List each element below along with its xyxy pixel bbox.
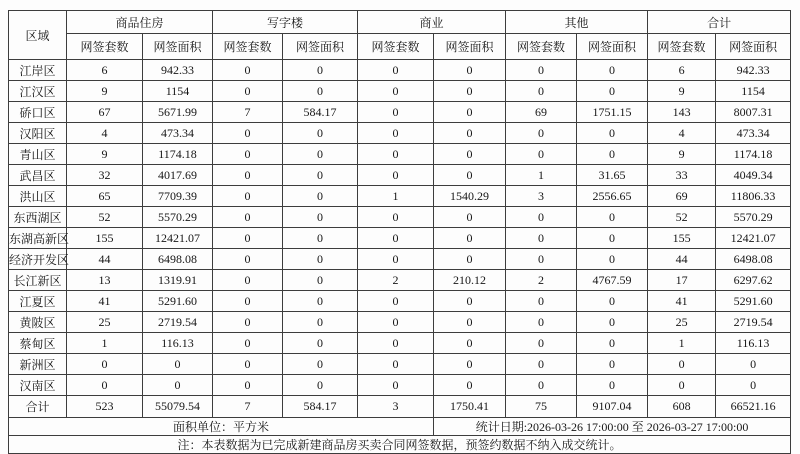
value-cell: 0 xyxy=(506,207,577,228)
value-cell: 9 xyxy=(648,144,716,165)
value-cell: 0 xyxy=(434,123,506,144)
note-row xyxy=(9,436,791,454)
value-cell: 1 xyxy=(358,186,434,207)
value-cell: 473.34 xyxy=(716,123,791,144)
value-cell: 44 xyxy=(67,249,143,270)
total-value-cell: 7 xyxy=(213,396,283,418)
value-cell: 5570.29 xyxy=(143,207,213,228)
region-name-cell: 江夏区 xyxy=(9,291,67,312)
district-row xyxy=(9,207,791,228)
value-cell: 0 xyxy=(434,228,506,249)
value-cell: 0 xyxy=(716,375,791,396)
value-cell: 942.33 xyxy=(143,60,213,81)
district-row xyxy=(9,249,791,270)
value-cell: 2719.54 xyxy=(716,312,791,333)
value-cell: 473.34 xyxy=(143,123,213,144)
stat-period-label: 统计日期:2026-03-26 17:00:00 至 2026-03-27 17:00:00 xyxy=(434,418,791,436)
value-cell: 0 xyxy=(143,375,213,396)
value-cell: 0 xyxy=(283,123,358,144)
region-name-cell: 江岸区 xyxy=(9,60,67,81)
value-cell: 2556.65 xyxy=(577,186,648,207)
value-cell: 0 xyxy=(577,354,648,375)
value-cell: 0 xyxy=(577,144,648,165)
value-cell: 0 xyxy=(358,333,434,354)
region-name-cell: 黄陂区 xyxy=(9,312,67,333)
value-cell: 31.65 xyxy=(577,165,648,186)
value-cell: 67 xyxy=(67,102,143,123)
table-foot xyxy=(9,396,791,454)
district-row xyxy=(9,270,791,291)
region-name-cell: 长江新区 xyxy=(9,270,67,291)
value-cell: 0 xyxy=(434,102,506,123)
district-row xyxy=(9,375,791,396)
value-cell: 0 xyxy=(283,207,358,228)
value-cell: 0 xyxy=(213,249,283,270)
sub-header-area: 网签面积 xyxy=(716,34,791,60)
district-row xyxy=(9,123,791,144)
value-cell: 0 xyxy=(577,123,648,144)
value-cell: 0 xyxy=(358,165,434,186)
value-cell: 12421.07 xyxy=(716,228,791,249)
value-cell: 41 xyxy=(67,291,143,312)
value-cell: 6 xyxy=(648,60,716,81)
value-cell: 0 xyxy=(213,375,283,396)
value-cell: 0 xyxy=(358,312,434,333)
value-cell: 1174.18 xyxy=(716,144,791,165)
value-cell: 0 xyxy=(358,249,434,270)
value-cell: 69 xyxy=(648,186,716,207)
district-row xyxy=(9,228,791,249)
value-cell: 13 xyxy=(67,270,143,291)
total-value-cell: 608 xyxy=(648,396,716,418)
value-cell: 1174.18 xyxy=(143,144,213,165)
value-cell: 0 xyxy=(358,60,434,81)
value-cell: 0 xyxy=(506,144,577,165)
value-cell: 0 xyxy=(434,333,506,354)
value-cell: 0 xyxy=(213,354,283,375)
value-cell: 0 xyxy=(358,375,434,396)
total-value-cell: 3 xyxy=(358,396,434,418)
value-cell: 0 xyxy=(434,60,506,81)
value-cell: 1154 xyxy=(716,81,791,102)
value-cell: 9 xyxy=(67,144,143,165)
district-row xyxy=(9,354,791,375)
table-body xyxy=(9,60,791,396)
sub-header-area: 网签面积 xyxy=(283,34,358,60)
value-cell: 1 xyxy=(648,333,716,354)
value-cell: 0 xyxy=(213,207,283,228)
value-cell: 0 xyxy=(716,354,791,375)
value-cell: 0 xyxy=(283,186,358,207)
value-cell: 11806.33 xyxy=(716,186,791,207)
value-cell: 0 xyxy=(283,270,358,291)
district-row xyxy=(9,102,791,123)
value-cell: 155 xyxy=(648,228,716,249)
region-name-cell: 蔡甸区 xyxy=(9,333,67,354)
value-cell: 0 xyxy=(358,102,434,123)
total-value-cell: 75 xyxy=(506,396,577,418)
value-cell: 0 xyxy=(648,354,716,375)
value-cell: 0 xyxy=(67,354,143,375)
value-cell: 0 xyxy=(283,60,358,81)
value-cell: 0 xyxy=(434,207,506,228)
sub-header-units: 网签套数 xyxy=(358,34,434,60)
value-cell: 4767.59 xyxy=(577,270,648,291)
group-header-row xyxy=(9,11,791,34)
value-cell: 3 xyxy=(506,186,577,207)
value-cell: 52 xyxy=(67,207,143,228)
group-header-office: 写字楼 xyxy=(213,11,358,34)
note-text: 注：本表数据为已完成新建商品房买卖合同网签数据，预签约数据不纳入成交统计。 xyxy=(9,436,791,454)
value-cell: 0 xyxy=(506,354,577,375)
value-cell: 0 xyxy=(577,312,648,333)
value-cell: 25 xyxy=(67,312,143,333)
value-cell: 0 xyxy=(213,60,283,81)
group-header-commodity-housing: 商品住房 xyxy=(67,11,213,34)
value-cell: 0 xyxy=(577,228,648,249)
value-cell: 0 xyxy=(213,228,283,249)
value-cell: 7 xyxy=(213,102,283,123)
total-value-cell: 55079.54 xyxy=(143,396,213,418)
value-cell: 2 xyxy=(358,270,434,291)
total-value-cell: 584.17 xyxy=(283,396,358,418)
value-cell: 0 xyxy=(506,60,577,81)
value-cell: 0 xyxy=(358,207,434,228)
value-cell: 155 xyxy=(67,228,143,249)
value-cell: 0 xyxy=(283,291,358,312)
value-cell: 0 xyxy=(283,228,358,249)
value-cell: 6297.62 xyxy=(716,270,791,291)
value-cell: 1751.15 xyxy=(577,102,648,123)
total-row xyxy=(9,396,791,418)
value-cell: 0 xyxy=(283,333,358,354)
value-cell: 0 xyxy=(506,291,577,312)
district-row xyxy=(9,81,791,102)
region-name-cell: 硚口区 xyxy=(9,102,67,123)
value-cell: 1 xyxy=(67,333,143,354)
value-cell: 17 xyxy=(648,270,716,291)
value-cell: 2719.54 xyxy=(143,312,213,333)
value-cell: 0 xyxy=(577,375,648,396)
sub-header-area: 网签面积 xyxy=(434,34,506,60)
region-column-header: 区域 xyxy=(9,11,67,60)
group-header-total: 合计 xyxy=(648,11,791,34)
value-cell: 942.33 xyxy=(716,60,791,81)
value-cell: 0 xyxy=(434,165,506,186)
district-row xyxy=(9,291,791,312)
value-cell: 0 xyxy=(434,375,506,396)
value-cell: 116.13 xyxy=(716,333,791,354)
value-cell: 0 xyxy=(358,81,434,102)
table-header xyxy=(9,11,791,60)
district-row xyxy=(9,165,791,186)
value-cell: 0 xyxy=(283,249,358,270)
value-cell: 0 xyxy=(213,333,283,354)
value-cell: 5671.99 xyxy=(143,102,213,123)
region-name-cell: 东湖高新区 xyxy=(9,228,67,249)
value-cell: 0 xyxy=(577,81,648,102)
region-name-cell: 汉阳区 xyxy=(9,123,67,144)
value-cell: 0 xyxy=(358,291,434,312)
value-cell: 0 xyxy=(506,81,577,102)
value-cell: 0 xyxy=(283,81,358,102)
value-cell: 0 xyxy=(213,270,283,291)
total-value-cell: 66521.16 xyxy=(716,396,791,418)
value-cell: 5291.60 xyxy=(143,291,213,312)
sub-header-units: 网签套数 xyxy=(67,34,143,60)
value-cell: 25 xyxy=(648,312,716,333)
value-cell: 0 xyxy=(213,123,283,144)
region-name-cell: 武昌区 xyxy=(9,165,67,186)
value-cell: 6 xyxy=(67,60,143,81)
district-row xyxy=(9,186,791,207)
value-cell: 0 xyxy=(506,333,577,354)
value-cell: 0 xyxy=(506,228,577,249)
value-cell: 0 xyxy=(213,144,283,165)
value-cell: 1540.29 xyxy=(434,186,506,207)
value-cell: 5291.60 xyxy=(716,291,791,312)
region-name-cell: 汉南区 xyxy=(9,375,67,396)
value-cell: 9 xyxy=(648,81,716,102)
value-cell: 0 xyxy=(434,354,506,375)
value-cell: 7709.39 xyxy=(143,186,213,207)
region-name-cell: 江汉区 xyxy=(9,81,67,102)
value-cell: 0 xyxy=(506,312,577,333)
value-cell: 1 xyxy=(506,165,577,186)
value-cell: 9 xyxy=(67,81,143,102)
value-cell: 0 xyxy=(434,144,506,165)
value-cell: 4 xyxy=(67,123,143,144)
group-header-other: 其他 xyxy=(506,11,648,34)
sub-header-units: 网签套数 xyxy=(213,34,283,60)
value-cell: 4017.69 xyxy=(143,165,213,186)
value-cell: 0 xyxy=(213,312,283,333)
value-cell: 0 xyxy=(67,375,143,396)
value-cell: 0 xyxy=(213,81,283,102)
total-value-cell: 1750.41 xyxy=(434,396,506,418)
region-name-cell: 经济开发区 xyxy=(9,249,67,270)
value-cell: 0 xyxy=(434,81,506,102)
sub-header-units: 网签套数 xyxy=(506,34,577,60)
value-cell: 143 xyxy=(648,102,716,123)
value-cell: 0 xyxy=(283,165,358,186)
value-cell: 2 xyxy=(506,270,577,291)
sub-header-row xyxy=(9,34,791,60)
value-cell: 0 xyxy=(434,291,506,312)
value-cell: 32 xyxy=(67,165,143,186)
value-cell: 0 xyxy=(213,186,283,207)
value-cell: 0 xyxy=(434,312,506,333)
value-cell: 0 xyxy=(143,354,213,375)
value-cell: 0 xyxy=(213,165,283,186)
value-cell: 0 xyxy=(577,207,648,228)
group-header-commercial: 商业 xyxy=(358,11,506,34)
value-cell: 0 xyxy=(358,354,434,375)
value-cell: 584.17 xyxy=(283,102,358,123)
value-cell: 33 xyxy=(648,165,716,186)
value-cell: 0 xyxy=(506,123,577,144)
value-cell: 0 xyxy=(283,312,358,333)
value-cell: 0 xyxy=(358,123,434,144)
value-cell: 5570.29 xyxy=(716,207,791,228)
value-cell: 0 xyxy=(577,333,648,354)
value-cell: 4049.34 xyxy=(716,165,791,186)
value-cell: 44 xyxy=(648,249,716,270)
sub-header-area: 网签面积 xyxy=(577,34,648,60)
value-cell: 0 xyxy=(213,291,283,312)
value-cell: 0 xyxy=(358,228,434,249)
value-cell: 0 xyxy=(506,249,577,270)
district-row xyxy=(9,144,791,165)
district-row xyxy=(9,60,791,81)
value-cell: 1154 xyxy=(143,81,213,102)
total-value-cell: 523 xyxy=(67,396,143,418)
sub-header-units: 网签套数 xyxy=(648,34,716,60)
value-cell: 0 xyxy=(283,375,358,396)
value-cell: 0 xyxy=(506,375,577,396)
netsign-statistics-table xyxy=(8,10,791,454)
district-row xyxy=(9,333,791,354)
unit-and-period-row xyxy=(9,418,791,436)
region-name-cell: 新洲区 xyxy=(9,354,67,375)
value-cell: 12421.07 xyxy=(143,228,213,249)
area-unit-label: 面积单位：平方米 xyxy=(9,418,434,436)
value-cell: 52 xyxy=(648,207,716,228)
value-cell: 8007.31 xyxy=(716,102,791,123)
value-cell: 0 xyxy=(577,291,648,312)
value-cell: 210.12 xyxy=(434,270,506,291)
value-cell: 65 xyxy=(67,186,143,207)
region-name-cell: 东西湖区 xyxy=(9,207,67,228)
value-cell: 0 xyxy=(577,249,648,270)
value-cell: 0 xyxy=(358,144,434,165)
value-cell: 0 xyxy=(283,144,358,165)
value-cell: 116.13 xyxy=(143,333,213,354)
sub-header-area: 网签面积 xyxy=(143,34,213,60)
value-cell: 0 xyxy=(283,354,358,375)
value-cell: 1319.91 xyxy=(143,270,213,291)
total-value-cell: 9107.04 xyxy=(577,396,648,418)
value-cell: 0 xyxy=(648,375,716,396)
value-cell: 0 xyxy=(434,249,506,270)
value-cell: 6498.08 xyxy=(143,249,213,270)
district-row xyxy=(9,312,791,333)
region-name-cell: 洪山区 xyxy=(9,186,67,207)
value-cell: 41 xyxy=(648,291,716,312)
value-cell: 0 xyxy=(577,60,648,81)
value-cell: 6498.08 xyxy=(716,249,791,270)
region-name-cell: 青山区 xyxy=(9,144,67,165)
total-row-label: 合计 xyxy=(9,396,67,418)
value-cell: 4 xyxy=(648,123,716,144)
value-cell: 69 xyxy=(506,102,577,123)
